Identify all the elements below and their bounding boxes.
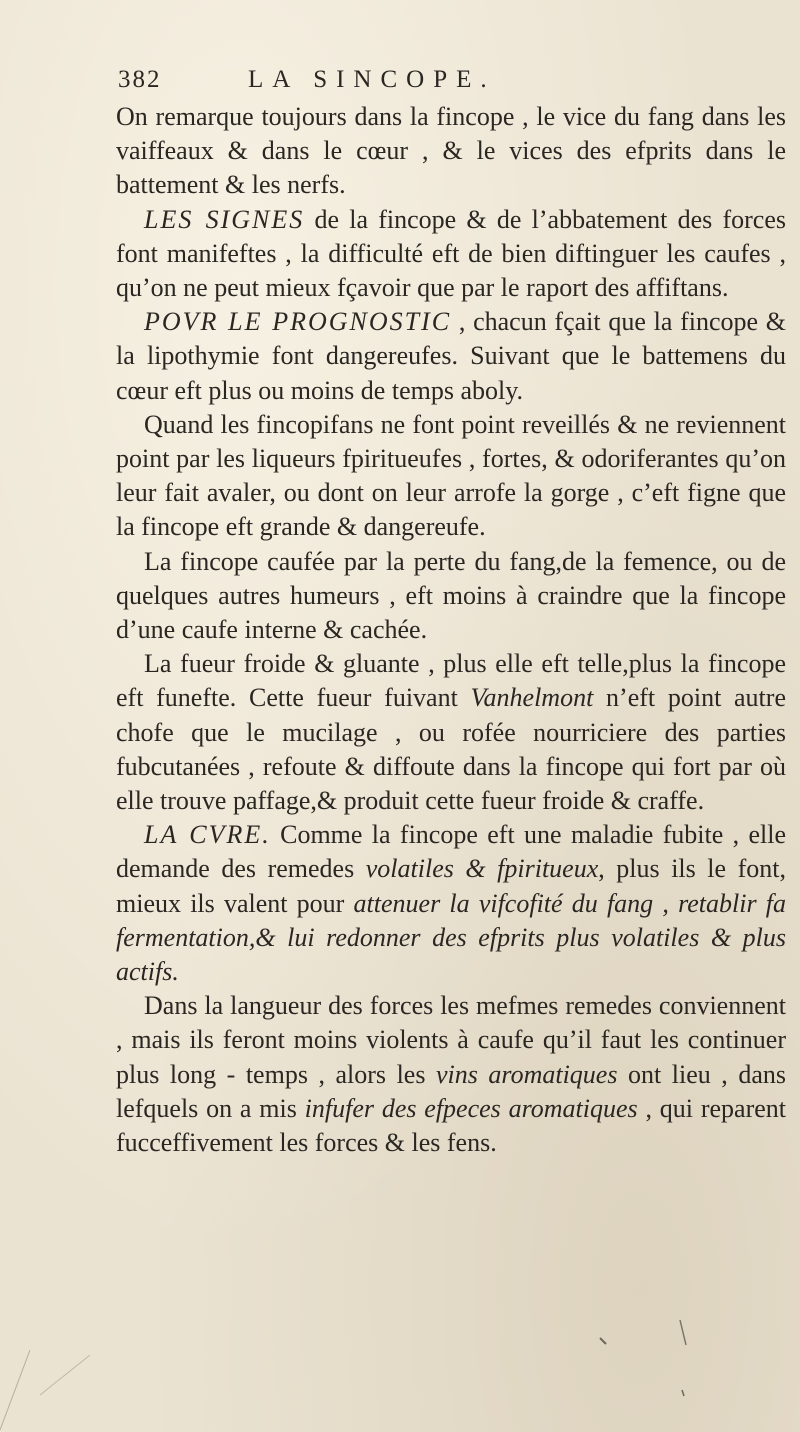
paragraph-text: On remarque toujours dans la fincope , le vice du fang dans les vaiffeaux & dans le cœur , & le vices des efprits dans le battement & les nerfs. (116, 102, 786, 200)
paragraph-8 (116, 989, 786, 1160)
paragraph-cure (116, 818, 786, 989)
italic-text: volatiles & fpiritueux (365, 854, 599, 884)
section-heading-prognostic: POVR LE PROGNOSTIC (144, 307, 452, 337)
paragraph-text: , qui reparent fucceffivement les forces & les fens. (116, 1093, 786, 1158)
section-heading-cure: LA CVRE. (144, 820, 271, 850)
paragraph-text: , plus ils le font, mieux ils valent pour (116, 854, 786, 918)
paragraph-text: Dans la langueur des forces les mefmes remedes conviennent , mais ils feront moins violents à caufe qu’il faut les continuer plus long - temps , alors les (116, 991, 786, 1089)
paragraph-text: Comme la fincope eft une maladie fubite , elle demande des remedes (116, 820, 787, 884)
italic-text: attenuer la vifcofité du fang , retablir fa fermentation,& lui redonner des efprits plus volatiles & plus actifs. (116, 888, 786, 987)
page-header (118, 66, 678, 102)
paragraph-text: Quand les fincopifans ne font point reveillés & ne reviennent point par les liqueurs fpiritueufes , fortes, & odoriferantes qu’on leur fait avaler, ou dont on leur arrofe la gorge , c’eft figne que la fincope eft grande & dangereufe. (116, 409, 786, 542)
italic-text: infufer des efpeces aromatiques (304, 1093, 638, 1123)
paragraph-6 (116, 647, 786, 818)
paragraph-text: n’eft point autre chofe que le mucilage , ou rofée nourriciere des parties fubcutanées , refoute & diffoute dans la fincope qui fort par où elle trouve paffage,& produit cette fueur froide & craffe. (116, 683, 786, 816)
paragraph-1 (116, 100, 786, 203)
paragraph-prognostic (116, 305, 786, 408)
paragraph-text: La fincope caufée par la perte du fang,de la femence, ou de quelques autres humeurs , eft moins à craindre que la fincope d’une caufe interne & cachée. (116, 546, 786, 645)
paragraph-4 (116, 408, 786, 545)
body-text (116, 100, 786, 1160)
paragraph-text: , chacun fçait que la fincope & la lipothymie font dangereufes. Suivant que le battemens du cœur eft plus ou moins de temps aboly. (116, 307, 786, 405)
author-name: Vanhelmont (470, 683, 594, 713)
section-heading-signes: LES SIGNES (144, 204, 305, 234)
paragraph-5 (116, 545, 786, 648)
paragraph-text: La fueur froide & gluante , plus elle eft telle,plus la fincope eft funefte. Cette fueur fuivant (116, 649, 786, 713)
paragraph-signes (116, 203, 786, 306)
page-number: 382 (118, 66, 162, 93)
paragraph-text: de la fincope & de l’abbatement des forces font manifeftes , la difficulté eft de bien diftinguer les caufes , qu’on ne peut mieux fçavoir que par le raport des affiftans. (116, 204, 786, 303)
italic-text: vins aromatiques (436, 1059, 618, 1089)
paragraph-text: ont lieu , dans lefquels on a mis (116, 1059, 786, 1123)
running-title: LA SINCOPE. (248, 66, 496, 93)
